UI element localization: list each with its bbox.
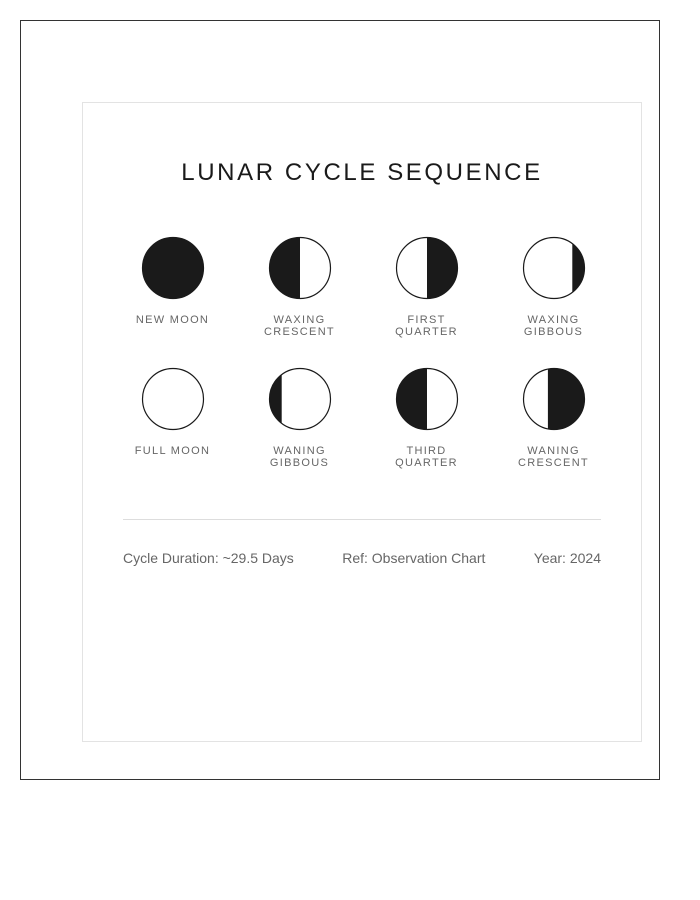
- phase-label: THIRD QUARTER: [395, 445, 458, 469]
- phase-label: FIRST QUARTER: [395, 314, 458, 338]
- third-quarter-icon: [395, 367, 459, 431]
- phase-cell-waning-gibbous: [236, 367, 363, 498]
- moon-lit-region: [396, 236, 427, 300]
- phase-cell-first-quarter: [363, 236, 490, 367]
- phase-cell-waning-crescent: [490, 367, 617, 498]
- phase-label: WANING CRESCENT: [518, 445, 589, 469]
- moon-lit-region: [523, 236, 572, 300]
- phase-grid: [109, 236, 617, 498]
- first-quarter-icon: [395, 236, 459, 300]
- moon-lit-region: [427, 367, 458, 431]
- phase-cell-waxing-gibbous: [490, 236, 617, 367]
- footer: [123, 550, 601, 566]
- moon-lit-region: [300, 236, 331, 300]
- phase-cell-third-quarter: [363, 367, 490, 498]
- phase-cell-full-moon: [109, 367, 236, 498]
- phase-row: [109, 236, 617, 367]
- year-label: Year: 2024: [533, 550, 601, 566]
- phase-label: WAXING CRESCENT: [264, 314, 335, 338]
- divider: [123, 519, 601, 520]
- phase-label: WANING GIBBOUS: [269, 445, 330, 469]
- phase-label: WAXING GIBBOUS: [523, 314, 584, 338]
- new-moon-icon: [141, 236, 205, 300]
- moon-lit-region: [281, 367, 330, 431]
- full-moon-icon: [141, 367, 205, 431]
- moon-lit-region: [523, 367, 547, 431]
- phase-cell-waxing-crescent: [236, 236, 363, 367]
- page-title: LUNAR CYCLE SEQUENCE: [181, 159, 543, 186]
- lunar-chart-card: [82, 102, 642, 742]
- cycle-duration: Cycle Duration: ~29.5 Days: [123, 550, 294, 566]
- reference-note: Ref: Observation Chart: [342, 550, 486, 566]
- waning-gibbous-icon: [268, 367, 332, 431]
- phase-label: NEW MOON: [135, 314, 210, 326]
- phase-label: FULL MOON: [134, 445, 211, 457]
- phase-cell-new-moon: [109, 236, 236, 367]
- outer-frame: [20, 20, 660, 780]
- phase-row: [109, 367, 617, 498]
- waxing-crescent-icon: [268, 236, 332, 300]
- waxing-gibbous-icon: [522, 236, 586, 300]
- waning-crescent-icon: [522, 367, 586, 431]
